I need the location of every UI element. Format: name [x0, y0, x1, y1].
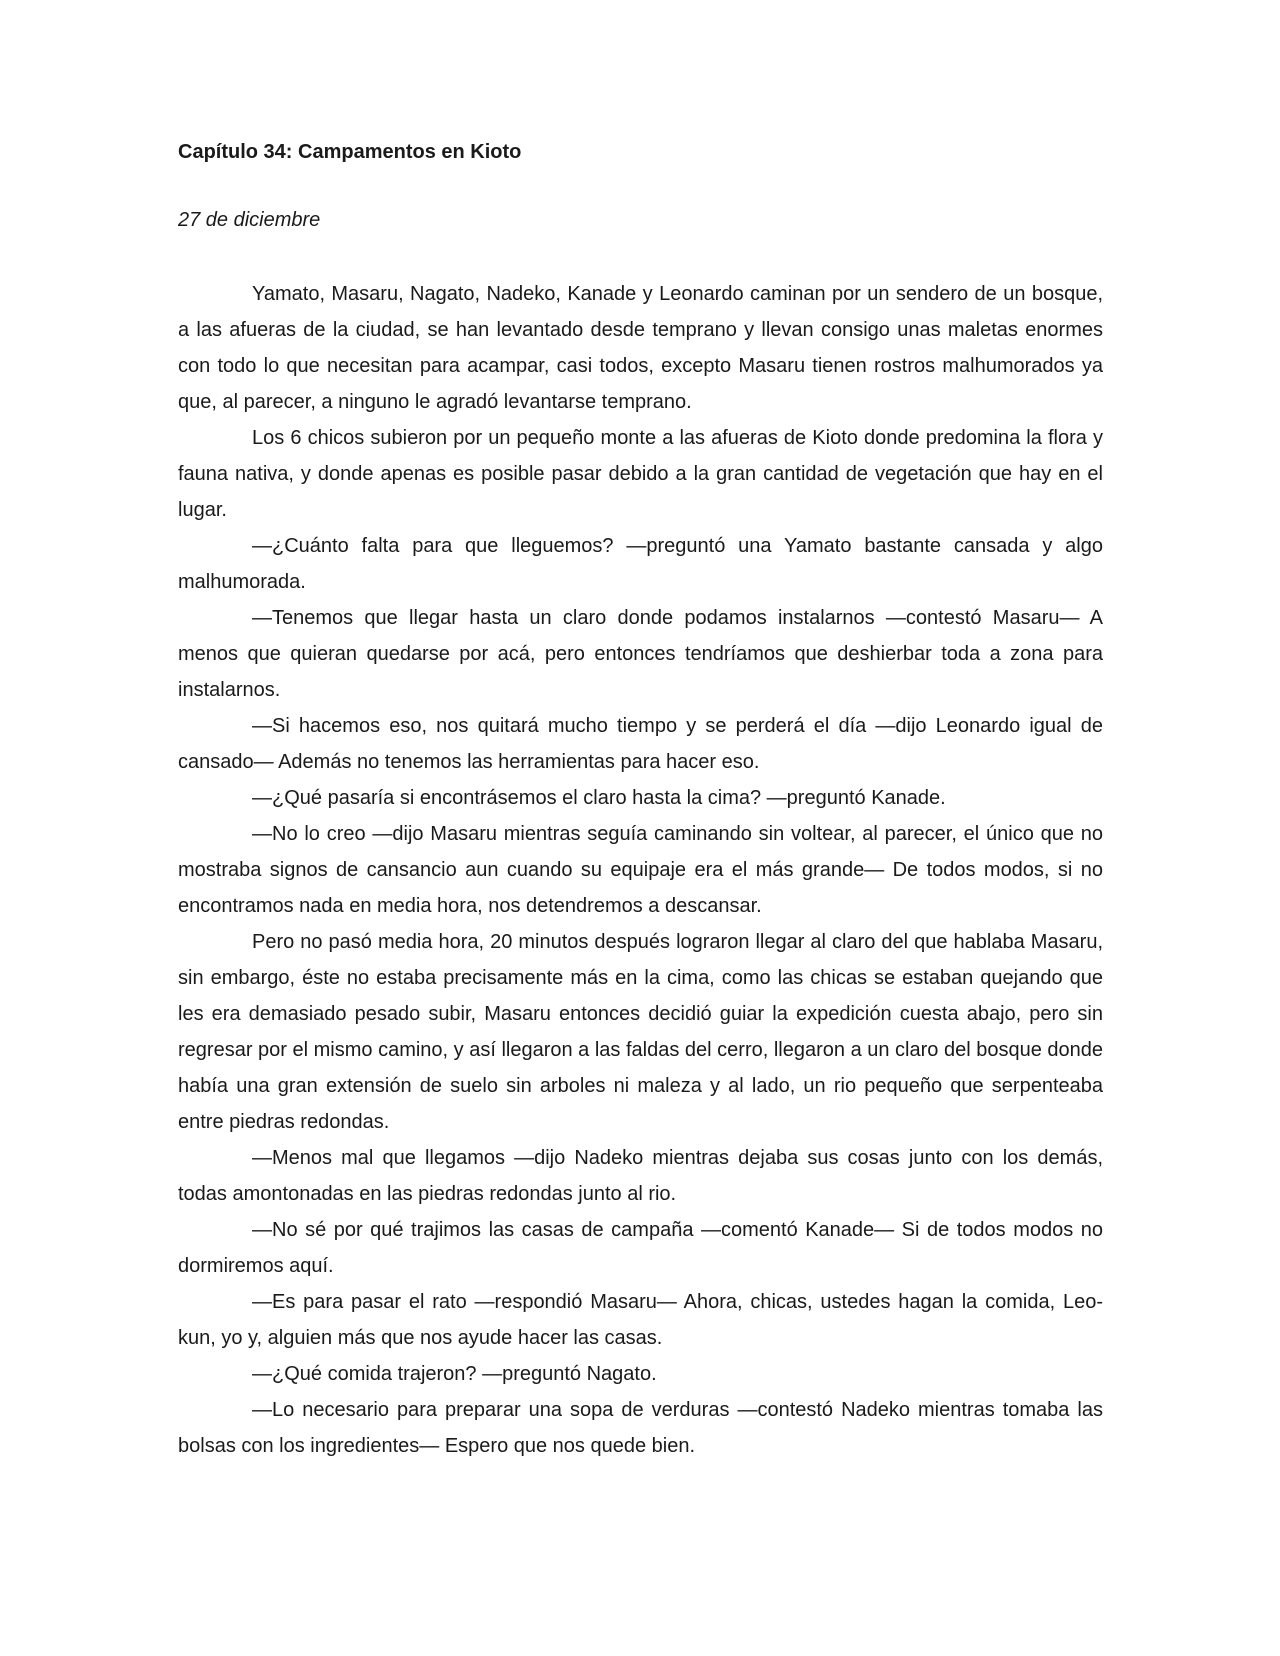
paragraph: Los 6 chicos subieron por un pequeño monte a las afueras de Kioto donde predomina la flora y fauna nativa, y donde apenas es posible pasar debido a la gran cantidad de vegetación que hay en el lugar.: [178, 427, 1103, 521]
paragraph: —Menos mal que llegamos —dijo Nadeko mientras dejaba sus cosas junto con los demás, todas amontonadas en las piedras redondas junto al rio.: [178, 1147, 1103, 1205]
chapter-body: [178, 276, 1103, 1464]
paragraph: Pero no pasó media hora, 20 minutos después lograron llegar al claro del que hablaba Masaru, sin embargo, éste no estaba precisamente más en la cima, como las chicas se estaban quejando que les era demasiado pesado subir, Masaru entonces decidió guiar la expedición cuesta abajo, pero sin regresar por el mismo camino, y así llegaron a las faldas del cerro, llegaron a un claro del bosque donde había una gran extensión de suelo sin arboles ni maleza y al lado, un rio pequeño que serpenteaba entre piedras redondas.: [178, 931, 1103, 1133]
paragraph: —¿Cuánto falta para que lleguemos? —preguntó una Yamato bastante cansada y algo malhumorada.: [178, 535, 1103, 593]
paragraph: —¿Qué comida trajeron? —preguntó Nagato.: [252, 1363, 657, 1385]
document-page: [178, 140, 1103, 1464]
paragraph: Yamato, Masaru, Nagato, Nadeko, Kanade y Leonardo caminan por un sendero de un bosque, a las afueras de la ciudad, se han levantado desde temprano y llevan consigo unas maletas enormes con todo lo que necesitan para acampar, casi todos, excepto Masaru tienen rostros malhumorados ya que, al parecer, a ninguno le agradó levantarse temprano.: [178, 283, 1103, 413]
chapter-title: Capítulo 34: Campamentos en Kioto: [178, 141, 522, 163]
paragraph: —Tenemos que llegar hasta un claro donde podamos instalarnos —contestó Masaru— A menos que quieran quedarse por acá, pero entonces tendríamos que deshierbar toda a zona para instalarnos.: [178, 607, 1103, 701]
paragraph: —Si hacemos eso, nos quitará mucho tiempo y se perderá el día —dijo Leonardo igual de cansado— Además no tenemos las herramientas para hacer eso.: [178, 715, 1103, 773]
paragraph: —No sé por qué trajimos las casas de campaña —comentó Kanade— Si de todos modos no dormiremos aquí.: [178, 1219, 1103, 1277]
paragraph: —Es para pasar el rato —respondió Masaru— Ahora, chicas, ustedes hagan la comida, Leo-kun, yo y, alguien más que nos ayude hacer las casas.: [178, 1291, 1103, 1349]
chapter-date: 27 de diciembre: [178, 209, 321, 231]
paragraph: —No lo creo —dijo Masaru mientras seguía caminando sin voltear, al parecer, el único que no mostraba signos de cansancio aun cuando su equipaje era el más grande— De todos modos, si no encontramos nada en media hora, nos detendremos a descansar.: [178, 823, 1103, 917]
paragraph: —¿Qué pasaría si encontrásemos el claro hasta la cima? —preguntó Kanade.: [252, 787, 946, 809]
paragraph: —Lo necesario para preparar una sopa de verduras —contestó Nadeko mientras tomaba las bolsas con los ingredientes— Espero que nos quede bien.: [178, 1399, 1103, 1457]
